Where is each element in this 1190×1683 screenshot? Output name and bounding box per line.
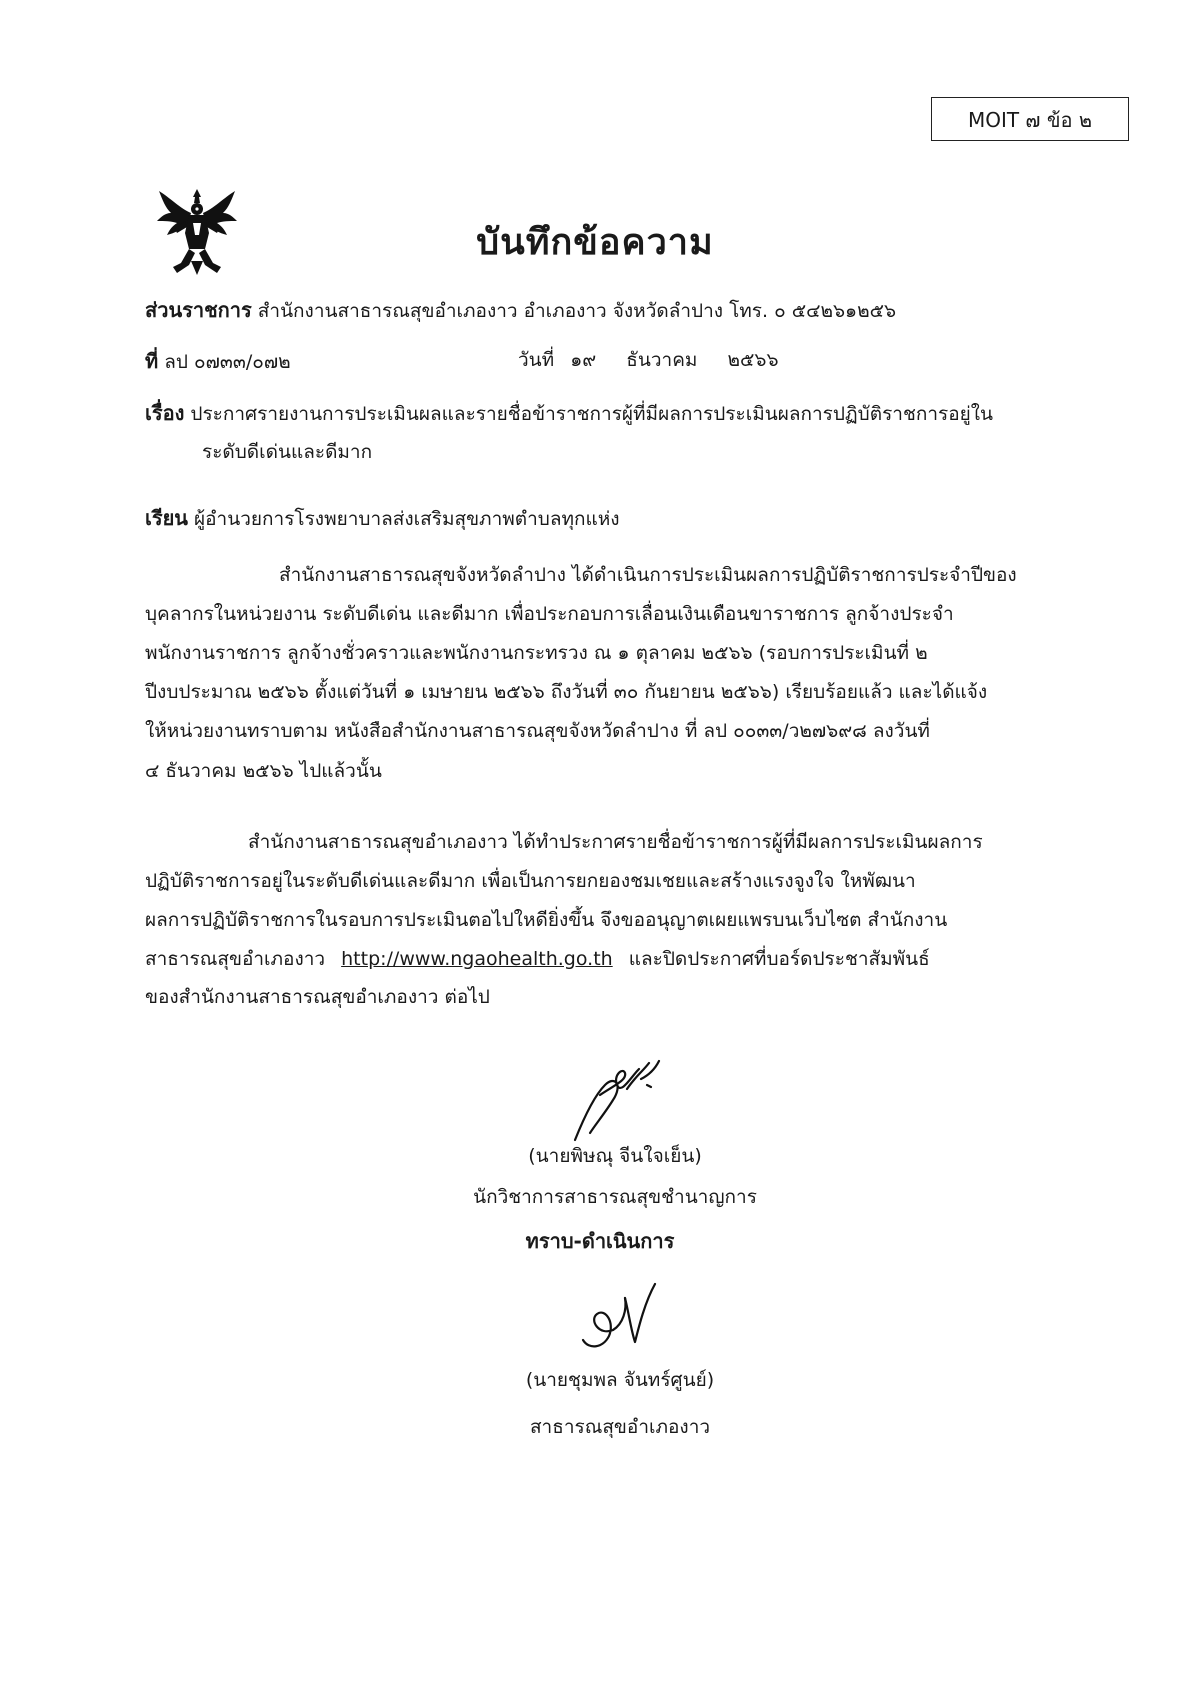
signer-2-name: (นายชุมพล จันทร์ศูนย์) [525,1369,715,1391]
moit-label-box: MOIT ๗ ข้อ ๒ [931,97,1129,141]
signer-2-position: สาธารณสุขอำเภองาว [529,1416,711,1438]
para2-line-3: ผลการปฏิบัติราชการในรอบการประเมินตอไปใหดียิ่งขึ้น จึงขออนุญาตเผยแพรบนเว็บไซต สำนักงาน [145,909,948,931]
signer-1-position: นักวิชาการสาธารณสุขชำนาญการ [473,1186,757,1208]
para2-line-4 [145,944,930,974]
date-line [518,345,779,375]
agency-label: ส่วนราชการ [145,298,252,322]
para1-line-5: ให้หน่วยงานทราบตาม หนังสือสำนักงานสาธารณสุขจังหวัดลำปาง ที่ ลป ๐๐๓๓/ว๒๗๖๙๘ ลงวันที่ [145,720,930,742]
signer-1-name: (นายพิษณุ จีนใจเย็น) [528,1145,702,1167]
garuda-emblem-icon [155,187,240,277]
para2-line-2: ปฏิบัติราชการอยู่ในระดับดีเด่นและดีมาก เพื่อเป็นการยกยองชมเชยและสร้างแรงจูงใจ ใหพัฒนา [145,870,916,892]
signature-1 [565,1055,685,1149]
para1-line-2: บุคลากรในหน่วยงาน ระดับดีเด่น และดีมาก เพื่อประกอบการเลื่อนเงินเดือนขาราชการ ลูกจ้างประจำ [145,603,954,625]
ref-label: ที่ [145,349,159,373]
date-month: ธันวาคม [626,349,698,371]
date-label: วันที่ [518,349,555,371]
recipient-label: เรียน [145,506,188,530]
para1-line-1: สำนักงานสาธารณสุขจังหวัดลำปาง ได้ดำเนินการประเมินผลการปฏิบัติราชการประจำปีของ [279,564,1017,586]
reference-line [145,345,291,377]
memo-title: บันทึกข้อความ [476,222,714,263]
date-year: ๒๕๖๖ [727,349,779,371]
para2-line-4-prefix: สาธารณสุขอำเภองาว [145,948,326,970]
subject-label: เรื่อง [145,401,185,425]
para2-line-4-suffix: และปิดประกาศที่บอร์ดประชาสัมพันธ์ [628,948,930,970]
date-day: ๑๙ [570,349,597,371]
signature-2 [575,1280,665,1364]
para2-line-1: สำนักงานสาธารณสุขอำเภองาว ได้ทำประกาศรายชื่อข้าราชการผู้ที่มีผลการประเมินผลการ [248,831,983,853]
subject-text-1: ประกาศรายงานการประเมินผลและรายชื่อข้าราชการผู้ที่มีผลการประเมินผลการปฏิบัติราชการอยู่ใน [190,403,994,425]
para1-line-4: ปีงบประมาณ ๒๕๖๖ ตั้งแต่วันที่ ๑ เมษายน ๒๕๖๖ ถึงวันที่ ๓๐ กันยายน ๒๕๖๖) เรียบร้อยแล้ว และได้แจ้ง [145,681,988,703]
recipient-value: ผู้อำนวยการโรงพยาบาลส่งเสริมสุขภาพตำบลทุกแห่ง [194,508,620,530]
subject-line-1 [145,397,993,429]
agency-value: สำนักงานสาธารณสุขอำเภองาว อำเภองาว จังหวัดลำปาง โทร. ๐ ๕๔๒๖๑๒๕๖ [257,300,897,322]
recipient-line [145,502,620,534]
website-link[interactable]: http://www.ngaohealth.go.th [341,948,613,970]
approval-text: ทราบ-ดำเนินการ [525,1229,675,1253]
ref-number: ลป ๐๗๓๓/๐๗๒ [164,351,291,373]
subject-text-2: ระดับดีเด่นและดีมาก [202,441,373,463]
para1-line-6: ๔ ธันวาคม ๒๕๖๖ ไปแล้วนั้น [145,760,382,782]
para2-line-5: ของสำนักงานสาธารณสุขอำเภองาว ต่อไป [145,986,490,1008]
agency-line [145,294,896,326]
para1-line-3: พนักงานราชการ ลูกจ้างชั่วคราวและพนักงานกระทรวง ณ ๑ ตุลาคม ๒๕๖๖ (รอบการประเมินที่ ๒ [145,642,928,664]
